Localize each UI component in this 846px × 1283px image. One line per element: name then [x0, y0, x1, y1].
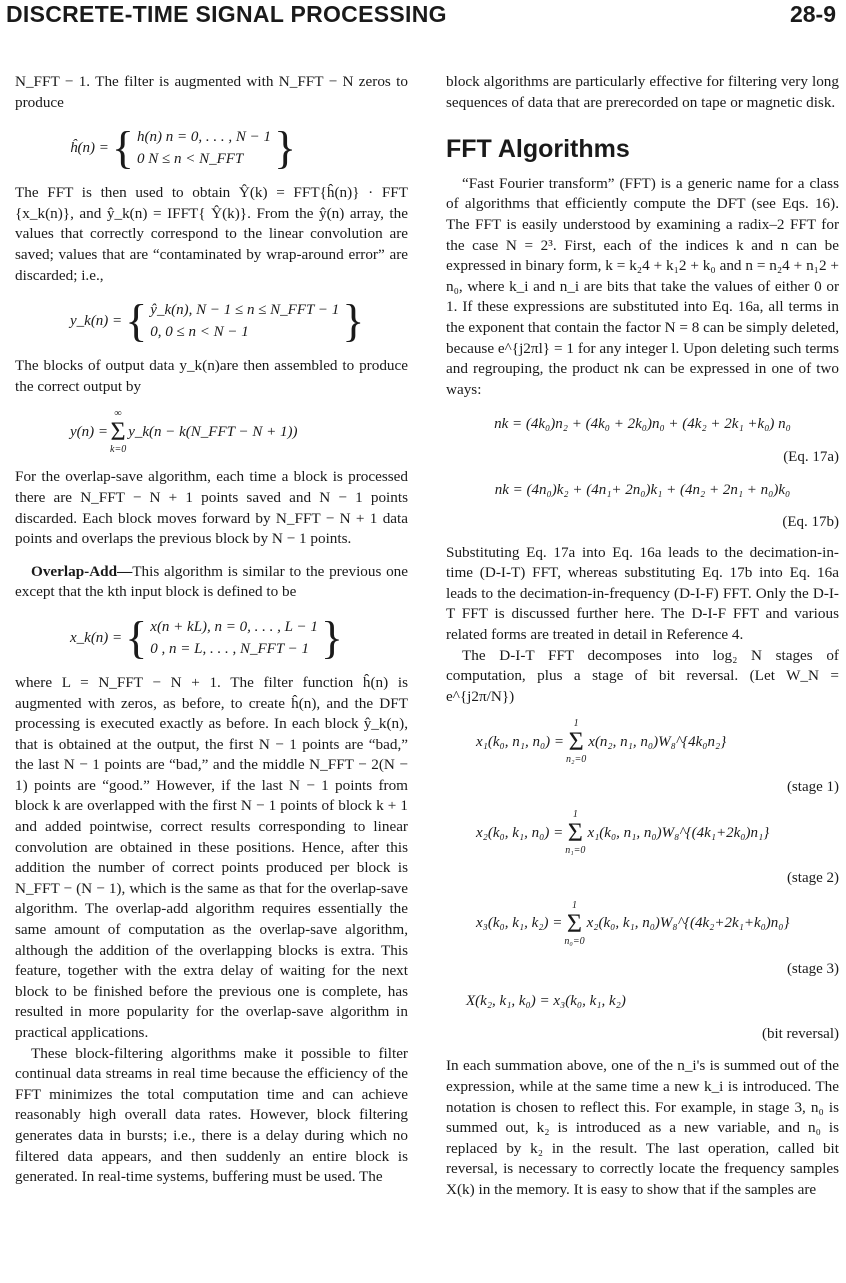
eq-lhs: x₁(k₀, n₁, n₀) = [476, 734, 565, 751]
paragraph: These block-filtering algorithms make it possible to filter continual data streams in real time because the efficiency of the FFT minimizes the total computation time and can achieve reasonably high overall data rates. However, block filtering generates data in bursts; i.e., there is a delay during which no filtered data appears, and then suddenly an entire block is generated. In real-time systems, buffering must be used. The [15, 1044, 408, 1186]
sum-upper-limit: 1 [572, 809, 578, 821]
sigma-icon: Σ [568, 727, 584, 757]
left-column [15, 72, 408, 1188]
equation-17b: nk = (4n₀)k₂ + (4n₁+ 2n₀)k₁ + (4n₂ + 2n₁ + n₀)k₀ [494, 481, 791, 498]
equation-bit-reversal: X(k₂, k₁, k₀) = x₃(k₀, k₁, k₂) [466, 993, 626, 1010]
sigma-icon: Σ [110, 417, 126, 447]
paragraph: The blocks of output data y_k(n)are then assembled to produce the correct output by [15, 357, 408, 395]
sum-upper-limit: 1 [573, 718, 579, 730]
runin-heading: Overlap-Add— [31, 562, 133, 580]
equation-x-k [15, 611, 408, 663]
summation-symbol [110, 409, 126, 455]
paragraph: The D-I-T FFT decomposes into log₂ N stages of computation, plus a stage of bit reversal. (Let W_N = e^{j2π/N}) [446, 646, 839, 705]
sum-lower-limit: k=0 [110, 444, 127, 456]
equation-y-sum [15, 409, 408, 455]
paragraph: where L = N_FFT − N + 1. The filter function ĥ(n) is augmented with zeros, as before, to create ĥ(n), and the DFT processing is executed exactly as before. In each block ŷ_k(n), that is obtained at the output, the first N − 1 points are “bad,” the last N − 1 points are “bad,” and the middle N_FFT − 2(N − 1) points are “good.” However, if the last N − 1 points from block k are overlapped with the first N − 1 points of block k + 1 and added pointwise, correct results corresponding to linear convolution are obtained in these positions. Hence, after this addition the number of correct points produced per block is N_FFT − (N − 1), which is the same as that for the overlap-save algorithm. The overlap-add algorithm requires essentially the same amount of computation as the overlap-save algorithm, although the addition of the overlapping blocks is extra. This feature, together with the extra delay of waiting for the next block to be finished before the previous one is complete, has resulted in more popularity for the overlap-save algorithm in practical applications. [15, 673, 408, 1041]
equation-stage-1 [446, 719, 839, 765]
case-row: h(n) n = 0, . . . , N − 1 [136, 129, 271, 146]
case-row: ŷ_k(n), N − 1 ≤ n ≤ N_FFT − 1 [150, 302, 340, 319]
paragraph: N_FFT − 1. The filter is augmented with N_FFT − N zeros to produce [15, 73, 408, 111]
stage-label: (stage 1) [786, 779, 839, 796]
stage-label: (stage 2) [786, 870, 839, 887]
eq-rhs: x(n₂, n₁, n₀)W₈^{4k₀n₂} [588, 734, 727, 751]
case-row: 0, 0 ≤ n < N − 1 [150, 324, 249, 341]
right-brace: } [320, 611, 343, 663]
eq-lhs: y(n) = [70, 424, 109, 441]
sum-lower-limit: n₂=0 [566, 754, 587, 766]
page-number: 28-9 [789, 1, 836, 27]
equation-label: (Eq. 17a) [783, 448, 839, 465]
paragraph: For the overlap-save algorithm, each time a block is processed there are N_FFT − N + 1 points saved and N − 1 points discarded. Each block moves forward by N_FFT − N + 1 data points and overlaps the previous block by N − 1 points. [15, 468, 408, 548]
sum-lower-limit: n₁=0 [565, 845, 586, 857]
equation-h-hat [15, 122, 408, 174]
right-column [446, 72, 839, 1201]
case-row: 0 , n = L, . . . , N_FFT − 1 [150, 640, 310, 657]
paragraph: The FFT is then used to obtain Ŷ(k) = FFT{ĥ(n)} · FFT {x_k(n)}, and ŷ_k(n) = IFFT{ Ŷ(k)}. From the ŷ(n) array, the values that correctly correspond to the linear convolution are saved; values that are “contaminated by wrap-around error” are discarded; i.e., [15, 184, 408, 284]
left-brace: { [125, 611, 148, 663]
sum-lower-limit: n₀=0 [564, 935, 585, 947]
sum-upper-limit: 1 [571, 899, 577, 911]
case-row: 0 N ≤ n < N_FFT [136, 151, 244, 168]
stage-label: (stage 3) [786, 960, 839, 977]
eq-rhs: y_k(n − k(N_FFT − N + 1)) [128, 424, 298, 441]
sum-upper-limit: ∞ [114, 408, 122, 420]
section-heading: FFT Algorithms [446, 135, 630, 164]
eq-lhs: x₂(k₀, k₁, n₀) = [476, 824, 564, 841]
equation-y-k [15, 295, 408, 347]
equation-label: (Eq. 17b) [782, 514, 839, 531]
paragraph: Substituting Eq. 17a into Eq. 16a leads to the decimation-in-time (D-I-T) FFT, whereas substituting Eq. 17b into Eq. 16a leads to the decimation-in-frequency (D-I-F) FFT. Only the D-I-T FFT is discussed further here. The D-I-F FFT and various related forms are treated in detail in Reference 4. [446, 543, 839, 644]
paragraph [15, 562, 408, 603]
eq-lhs: ĥ(n) = [70, 139, 109, 156]
equation-stage-2 [446, 810, 839, 856]
case-row: x(n + kL), n = 0, . . . , L − 1 [150, 618, 318, 635]
summation-symbol [564, 901, 584, 947]
right-brace: } [342, 295, 365, 347]
eq-lhs: x₃(k₀, k₁, k₂) = [476, 915, 563, 932]
equation-stage-3 [446, 901, 839, 947]
eq-rhs: x₁(k₀, n₁, n₀)W₈^{(4k₁+2k₀)n₁} [587, 824, 770, 841]
page-header [6, 0, 840, 36]
paragraph: “Fast Fourier transform” (FFT) is a generic name for a class of algorithms that efficiently compute the DFT (see Eqs. 16). The FFT is easily understood by examining a radix–2 FFT for the case N = 2³. First, each of the indices k and n can be expressed in binary form, k = k₂4 + k₁2 + k₀ and n = n₂4 + n₁2 + n₀, where k_i and n_i are bits that take the values of either 0 or 1. If these expressions are substituted into Eq. 16a, all terms in the exponent that contain the factor N = 8 can be simply deleted, because e^{j2πl} = 1 for any integer l. Upon deleting such terms and regrouping, the product nk can be expressed in one of two ways: [446, 174, 839, 398]
left-brace: { [111, 122, 134, 174]
sigma-icon: Σ [566, 908, 583, 938]
left-brace: { [125, 295, 148, 347]
eq-rhs: x₂(k₀, k₁, n₀)W₈^{(4k₂+2k₁+k₀)n₀} [586, 915, 790, 932]
paragraph-text: This algorithm is similar to the previous one except that the kth input block is defined to be [15, 562, 408, 601]
sigma-icon: Σ [567, 818, 583, 848]
paragraph: In each summation above, one of the n_i's is summed out of the expression, while at the same time a new k_i is introduced. The notation is chosen to reflect this. For example, in stage 3, n₀ is summed out, k₂ is introduced as a new variable, and n₀ is replaced by k₂ in the result. The last operation, called bit reversal, is necessary to correctly locate the frequency samples X(k) in the memory. It is easy to show that if the samples are [446, 1057, 839, 1198]
summation-symbol [565, 810, 585, 856]
stage-label: (bit reversal) [761, 1025, 839, 1042]
right-brace: } [273, 122, 297, 174]
summation-symbol [566, 719, 586, 765]
eq-lhs: y_k(n) = [70, 312, 123, 329]
running-title: DISCRETE-TIME SIGNAL PROCESSING [6, 1, 447, 27]
eq-lhs: x_k(n) = [70, 629, 123, 646]
paragraph: block algorithms are particularly effective for filtering very long sequences of data that are prerecorded on tape or magnetic disk. [446, 73, 839, 111]
equation-17a: nk = (4k₀)n₂ + (4k₀ + 2k₀)n₀ + (4k₂ + 2k₁ +k₀) n₀ [494, 416, 791, 433]
